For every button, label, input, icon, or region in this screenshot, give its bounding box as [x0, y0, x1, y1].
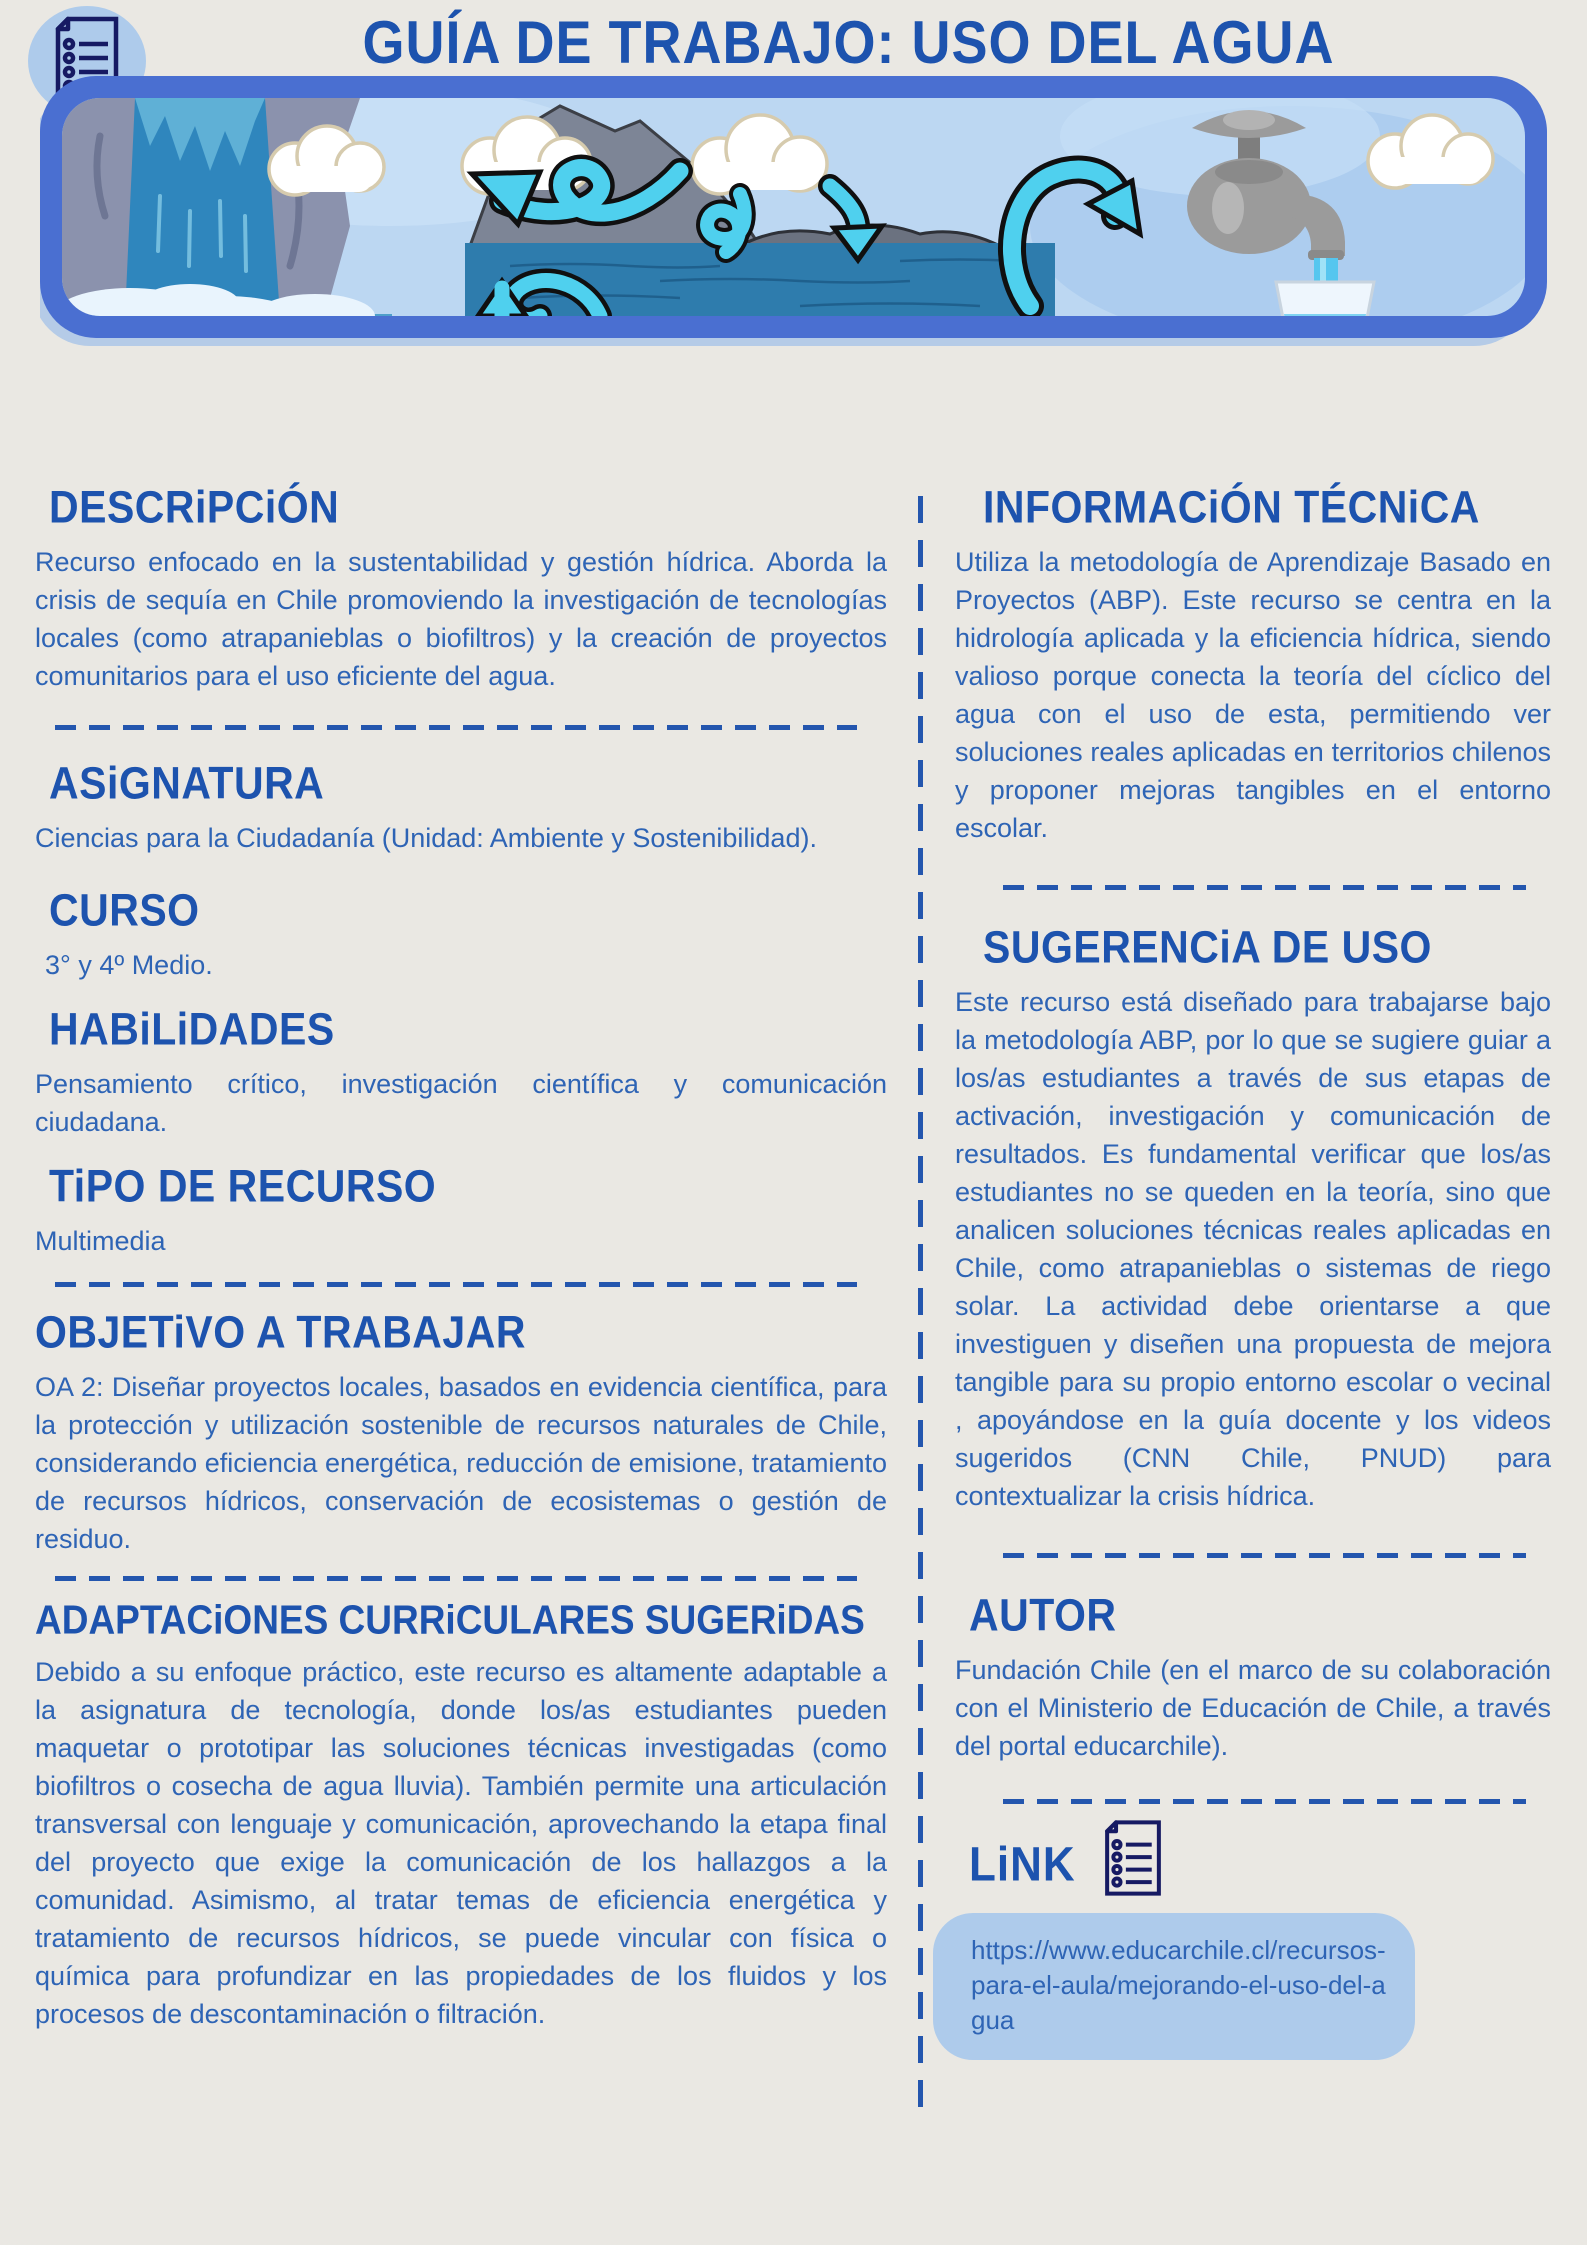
section-heading-autor: AUTOR: [969, 1590, 1117, 1641]
section-heading-curso: CURSO: [49, 885, 200, 936]
section-body-adaptaciones: Debido a su enfoque práctico, este recurso es altamente adaptable a la asignatura de tecnología, donde los/as estudiantes pueden maquetar o prototipar las soluciones técnicas investigadas (como biofiltros o cosecha de agua lluvia). También permite una articulación transversal con lenguaje y comunicación, aprovechando la etapa final del proyecto que exige la comunicación de los hallazgos a la comunidad. Asimismo, al tratar temas de eficiencia energética y tratamiento de recursos hídricos, se puede vincular con física o química para profundizar en las propiedades de los fluidos y los procesos de descontaminación o filtración.: [35, 1657, 887, 2029]
section-heading-adaptaciones: ADAPTACiONES CURRiCULARES SUGERiDAS: [35, 1597, 865, 1643]
document-icon: [1100, 1818, 1166, 1903]
dashed-divider: [1003, 1553, 1526, 1558]
section-body-habilidades: Pensamiento crítico, investigación científica y comunicación ciudadana.: [35, 1069, 887, 1137]
section-heading-informacion-tecnica: INFORMACiÓN TÉCNiCA: [983, 482, 1480, 533]
right-column: [955, 482, 1551, 2060]
left-column: [35, 482, 887, 2033]
condensation-loop-arrow: [707, 194, 745, 252]
section-body-sugerencia-de-uso: Este recurso está diseñado para trabajarse bajo la metodología ABP, por lo que se sugiere guiar a los/as estudiantes a través de sus etapas de activación, investigación y comunicación de resultados. Es fundamental verificar que los/as estudiantes no se queden en la teoría, sino que analicen soluciones técnicas reales aplicadas en Chile, como atrapanieblas o sistemas de riego solar. La actividad debe orientarse a que investiguen y diseñen una propuesta de mejora tangible para su propio entorno escolar o vecinal , apoyándose en la guía docente y los videos sugeridos (CNN Chile, PNUD) para contextualizar la crisis hídrica.: [955, 987, 1551, 1511]
dashed-divider: [1003, 1799, 1526, 1804]
dashed-divider: [1003, 885, 1526, 890]
section-heading-asignatura: ASiGNATURA: [49, 758, 325, 809]
section-heading-habilidades: HABiLiDADES: [49, 1004, 335, 1055]
link-section: [969, 1818, 1551, 1903]
column-divider: [918, 496, 923, 2124]
section-body-curso: 3° y 4º Medio.: [45, 950, 213, 980]
section-heading-descripcion: DESCRiPCiÓN: [49, 482, 340, 533]
page-title: GUÍA DE TRABAJO: USO DEL AGUA: [362, 9, 1335, 77]
section-heading-sugerencia-de-uso: SUGERENCiA DE USO: [983, 922, 1432, 973]
section-body-asignatura: Ciencias para la Ciudadanía (Unidad: Ambiente y Sostenibilidad).: [35, 823, 817, 853]
section-body-descripcion: Recurso enfocado en la sustentabilidad y gestión hídrica. Aborda la crisis de sequía en Chile promoviendo la investigación de tecnologías locales (como atrapanieblas o biofiltros) y la creación de proyectos comunitarios para el uso eficiente del agua.: [35, 547, 887, 691]
section-heading-objetivo: OBJETiVO A TRABAJAR: [35, 1307, 526, 1358]
section-heading-tipo-de-recurso: TiPO DE RECURSO: [49, 1161, 437, 1212]
resource-link[interactable]: https://www.educarchile.cl/recursos-para-el-aula/mejorando-el-uso-del-agua: [933, 1913, 1415, 2060]
link-heading: LiNK: [969, 1837, 1076, 1892]
dashed-divider: [55, 1282, 857, 1287]
water-cycle-illustration: [40, 76, 1547, 346]
section-body-tipo-de-recurso: Multimedia: [35, 1226, 166, 1256]
dashed-divider: [55, 725, 857, 730]
water-cycle-banner: [40, 76, 1547, 346]
section-body-objetivo: OA 2: Diseñar proyectos locales, basados en evidencia científica, para la protección y utilización sostenible de recursos naturales de Chile, considerando eficiencia energética, reducción de emisione, tratamiento de recursos hídricos, conservación de ecosistemas o gestión de residuo.: [35, 1372, 887, 1554]
section-body-informacion-tecnica: Utiliza la metodología de Aprendizaje Basado en Proyectos (ABP). Este recurso se centra en la hidrología aplicada y la eficiencia hídrica, siendo valioso porque conecta la teoría del cíclico del agua con el uso de esta, permitiendo ver soluciones reales aplicadas en territorios chilenos y proponer mejoras tangibles en el entorno escolar.: [955, 547, 1551, 843]
dashed-divider: [55, 1576, 857, 1581]
section-body-autor: Fundación Chile (en el marco de su colaboración con el Ministerio de Educación de Chile, a través del portal educarchile).: [955, 1655, 1551, 1761]
